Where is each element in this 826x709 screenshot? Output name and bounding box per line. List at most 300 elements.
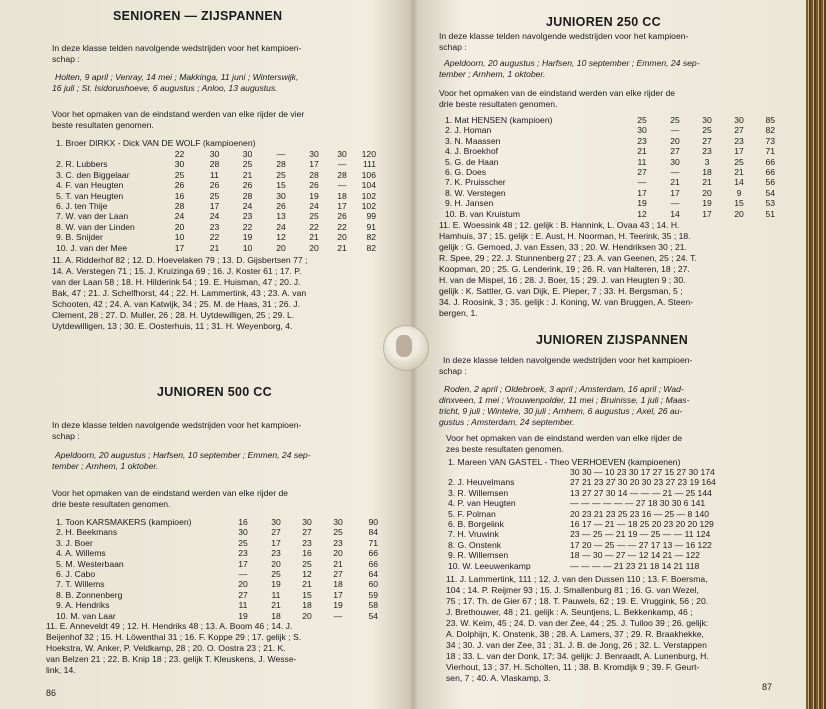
total-cell: 66 — [765, 167, 775, 178]
score-cell: 25 — [302, 558, 312, 569]
rider-name: 6. J. ten Thije — [56, 201, 108, 212]
score-cell: 17 — [702, 208, 712, 219]
score-cell: 24 — [209, 211, 220, 222]
score-cell: — — [670, 167, 680, 178]
score-cell: 16 — [302, 548, 312, 559]
table-row — [445, 136, 775, 146]
rider-name: 1. Toon KARSMAKERS (kampioen) — [56, 517, 192, 527]
remaining-ranks-line: 18 ; 33. L. van der Donk, 17; 34. gelijk: J. Benraadt, A. Lunenburg, H. — [446, 651, 709, 661]
table-row — [448, 561, 780, 571]
rider-name: 2. H. Beekmans — [56, 527, 118, 538]
table-row — [56, 191, 376, 201]
score-cell: 25 — [702, 125, 712, 136]
total-cell: 54 — [368, 610, 378, 621]
note-line: Voor het opmaken van de eindstand werden van elke rijder de vier — [52, 109, 305, 119]
table-row — [56, 180, 376, 190]
section-title-senioren-zijspannen: SENIOREN — ZIJSPANNEN — [113, 9, 283, 23]
score-cell: 20 — [309, 242, 319, 253]
rider-name: 8. W. van der Linden — [56, 221, 135, 232]
score-cell: 20 — [174, 221, 185, 232]
intro-line: schap : — [439, 42, 467, 52]
score-cell: 17 — [209, 201, 220, 212]
score-cell: 17 — [174, 242, 185, 253]
section-title-junioren-zijspannen: JUNIOREN ZIJSPANNEN — [536, 333, 689, 347]
table-row — [56, 232, 376, 242]
table-row — [56, 600, 378, 610]
score-cell: 17 — [309, 159, 319, 170]
rider-name: 8. W. Verstegen — [445, 187, 506, 198]
events-line: Apeldoorn, 20 augustus ; Harfsen, 10 september ; Emmen, 24 sep- — [55, 450, 311, 460]
score-cell: 27 — [333, 569, 343, 580]
remaining-ranks-line: Beijenhof 32 ; 15. H. Löwenthal 31 ; 16. F. Koppe 29 ; 17. gelijk ; S. — [46, 632, 302, 642]
score-cell: 28 — [242, 190, 253, 201]
rider-name: 10. B. van Kruistum — [445, 208, 520, 219]
score-cell: 24 — [276, 221, 286, 232]
score-cell: 17 — [271, 537, 281, 548]
remaining-ranks-line: van Belzen 21 ; 22. B. Knip 18 ; 23. gelijk T. Kleuskens, J. Wesse- — [46, 654, 297, 664]
score-cell: 20 — [276, 242, 286, 253]
score-cell: 27 — [702, 135, 712, 146]
table-row — [445, 167, 775, 177]
total-cell: 90 — [368, 517, 378, 527]
events-line: 16 juli ; St. Isidorushoeve, 6 augustus ; Anloo, 13 augustus. — [52, 83, 278, 93]
rider-name: 9. R. Willemsen — [448, 550, 509, 561]
score-cell: 30 — [734, 115, 744, 125]
remaining-ranks-line: 34 ; 30. J. van der Zee, 31 ; 31. J. B. de Jong, 26 ; 32. L. Verstappen — [446, 640, 707, 650]
score-cell: 16 — [238, 517, 248, 527]
total-cell: 99 — [366, 211, 376, 222]
score-cell: 19 — [333, 600, 343, 611]
rider-name: 7. K. Pruisscher — [445, 177, 506, 188]
score-cell: 26 — [337, 211, 347, 222]
note-line: Voor het opmaken van de eindstand werden van elke rijder de — [439, 88, 676, 98]
rider-name: 6. B. Borgelink — [448, 519, 504, 530]
rider-name: 4. F. van Heugten — [56, 180, 124, 191]
score-cell: 18 — [333, 579, 343, 590]
score-line: 20 23 21 23 25 23 16 — 25 — 8 140 — [570, 508, 710, 519]
score-cell: — — [333, 610, 343, 621]
score-cell: — — [337, 180, 347, 191]
total-cell: 82 — [765, 125, 775, 136]
score-cell: 17 — [734, 146, 744, 157]
score-cell: 11 — [637, 156, 647, 167]
score-cell: 20 — [337, 232, 347, 243]
rider-name: 5. F. Polman — [448, 508, 496, 519]
score-cell: 16 — [174, 190, 185, 201]
score-cell: 23 — [702, 146, 712, 157]
rider-name: 5. M. Westerbaan — [56, 558, 124, 569]
score-cell: 28 — [209, 159, 220, 170]
score-cell: 22 — [209, 232, 220, 243]
score-cell: 26 — [276, 201, 286, 212]
score-cell: 20 — [702, 187, 712, 198]
intro-line: schap : — [52, 431, 80, 441]
score-cell: 20 — [238, 579, 248, 590]
remaining-ranks-line: Bak, 47 ; 21. J. Schelfhorst, 44 ; 22. H. Lammertink, 43 ; 23. A. van — [52, 288, 307, 298]
table-row — [56, 590, 378, 600]
score-cell: 20 — [670, 135, 680, 146]
score-cell: 18 — [271, 610, 281, 621]
remaining-ranks-line: 11. J. Lammertink, 111 ; 12. J. van den Dussen 110 ; 13. F. Boersma, — [446, 574, 708, 584]
score-cell: 20 — [333, 548, 343, 559]
rider-name: 4. A. Willems — [56, 548, 106, 559]
score-cell: 9 — [736, 187, 742, 198]
score-cell: 23 — [238, 548, 248, 559]
score-cell: 20 — [302, 610, 312, 621]
champion-line: 1. Broer DIRKX - Dick VAN DE WOLF (kampioenen) — [56, 138, 256, 148]
note-line: Voor het opmaken van de eindstand werden van elke rijder de — [446, 433, 683, 443]
rider-name: 10. J. van der Mee — [56, 242, 128, 253]
score-cell: 17 — [637, 187, 647, 198]
table-row — [56, 201, 376, 211]
table-row — [56, 159, 376, 169]
remaining-ranks-line: 14. A. Verstegen 71 ; 15. J. Kruizinga 69 ; 16. J. Koster 61 ; 17. P. — [52, 266, 302, 276]
score-cell: 14 — [734, 177, 744, 188]
score-cell: 19 — [309, 190, 319, 201]
table-row — [448, 540, 780, 550]
score-cell: 15 — [734, 198, 744, 209]
score-cell: 17 — [670, 187, 680, 198]
total-cell: 54 — [765, 187, 775, 198]
score-line: 27 21 23 27 30 20 30 23 27 23 19 164 — [570, 477, 716, 488]
rider-name: 5. T. van Heugten — [56, 190, 124, 201]
note-line: Voor het opmaken van de eindstand werden van elke rijder de — [52, 488, 289, 498]
rider-name: 6. J. Cabo — [56, 569, 96, 580]
score-cell: 22 — [309, 221, 319, 232]
rider-name: 4. J. Broekhof — [445, 146, 499, 157]
score-cell: — — [337, 159, 347, 170]
library-stamp-icon — [383, 325, 429, 371]
table-row — [448, 509, 780, 519]
score-cell: 30 — [209, 149, 220, 159]
remaining-ranks-line: H. van de Mispel, 16 ; 28. J. Boer, 15 ; 29. J. van Heugten 9 ; 30. — [439, 275, 686, 285]
junioren250-results-table — [445, 115, 775, 219]
rider-name: 10. M. van Laar — [56, 610, 116, 621]
rider-name: 2. J. Heuvelmans — [448, 477, 515, 488]
remaining-ranks-line: Hoekstra, W. Anker, P. Veldkamp, 28 ; 20. O. Oostra 23 ; 21. K. — [46, 643, 286, 653]
score-cell: 21 — [302, 579, 312, 590]
score-cell: 21 — [271, 600, 281, 611]
score-cell: 25 — [670, 115, 680, 125]
score-cell: 23 — [242, 211, 253, 222]
remaining-ranks-line: J. Brethouwer, 48 ; 21. gelijk : A. Seuntjens, L. Bekkenkamp, 46 ; — [446, 607, 693, 617]
score-cell: 22 — [337, 221, 347, 232]
score-line: 18 — 30 — 27 — 12 14 21 — 122 — [570, 550, 700, 561]
score-cell: 10 — [174, 232, 185, 243]
score-line: 16 17 — 21 — 18 25 20 23 20 20 129 — [570, 519, 714, 530]
score-cell: 27 — [637, 167, 647, 178]
score-cell: 30 — [670, 156, 680, 167]
score-cell: 17 — [238, 558, 248, 569]
total-cell: 53 — [765, 198, 775, 209]
table-row — [445, 177, 775, 187]
events-line: gustus ; Amsterdam, 24 september. — [439, 417, 575, 427]
score-cell: 22 — [242, 221, 253, 232]
rider-name — [448, 467, 570, 477]
intro-line: In deze klasse telden navolgende wedstrijden voor het kampioen- — [443, 355, 693, 365]
score-cell: 27 — [734, 125, 744, 136]
remaining-ranks-line: Vierhout, 13 ; 37. H. Scholten, 11 ; 38. B. Kromdijk 9 ; 39. F. Geurt- — [446, 662, 700, 672]
score-cell: 26 — [309, 180, 319, 191]
table-row — [445, 209, 775, 219]
intro-line: In deze klasse telden navolgende wedstrijden voor het kampioen- — [52, 420, 302, 430]
rider-name: 7. H. Vruwink — [448, 529, 499, 540]
events-line: tember ; Arnhem, 1 oktober. — [439, 69, 546, 79]
score-cell: 12 — [302, 569, 312, 580]
remaining-ranks-line: 11. A. Ridderhof 82 ; 12. D. Hoevelaken 79 ; 13. D. Gijsbertsen 77 ; — [52, 255, 308, 265]
score-cell: 11 — [238, 600, 248, 611]
table-row — [56, 611, 378, 621]
note-line: zes beste resultaten genomen. — [446, 444, 564, 454]
table-row — [56, 527, 378, 537]
total-cell: 66 — [368, 548, 378, 559]
remaining-ranks-line: 11. E. Anneveldt 49 ; 12. H. Hendriks 48 ; 13. A. Boom 46 ; 14. J. — [46, 621, 293, 631]
remaining-ranks-line: van der Laan 58 ; 18. H. Hilderink 54 ; 19. E. Huisman, 47 ; 20. J. — [52, 277, 301, 287]
note-line: drie beste resultaten genomen. — [52, 499, 171, 509]
total-cell: 58 — [368, 600, 378, 611]
total-cell: 60 — [368, 579, 378, 590]
score-cell: 25 — [271, 569, 281, 580]
remaining-ranks-line: sen, 7 ; 40. A. Vlaskamp, 3. — [446, 673, 551, 683]
score-cell: 19 — [702, 198, 712, 209]
score-cell: 28 — [276, 159, 286, 170]
score-cell: 23 — [209, 221, 220, 232]
score-cell: 3 — [704, 156, 710, 167]
score-cell: 25 — [174, 169, 185, 180]
score-cell: 20 — [271, 558, 281, 569]
score-cell: 18 — [302, 600, 312, 611]
score-cell: 30 — [702, 115, 712, 125]
score-cell: 23 — [271, 548, 281, 559]
score-cell: 27 — [302, 527, 312, 538]
remaining-ranks-line: 34. J. Roosink, 3 ; 35. gelijk : J. Koning, W. van Bruggen, A. Steen- — [439, 297, 694, 307]
score-cell: 14 — [670, 208, 680, 219]
score-cell: 28 — [337, 169, 347, 180]
score-cell: 21 — [209, 242, 220, 253]
score-cell: 18 — [702, 167, 712, 178]
rider-name: 9. H. Jansen — [445, 198, 494, 209]
table-row — [448, 550, 780, 560]
score-cell: 30 — [271, 517, 281, 527]
score-cell: 27 — [238, 589, 248, 600]
rider-name: 5. G. de Haan — [445, 156, 499, 167]
total-cell: 56 — [765, 177, 775, 188]
score-cell: 27 — [271, 527, 281, 538]
events-line: dinxveen, 1 mei ; Vrouwenpolder, 11 mei ; Bruinisse, 1 juli ; Maas- — [439, 395, 690, 405]
score-cell: 26 — [209, 180, 220, 191]
rider-name: 4. P. van Heugten — [448, 498, 516, 509]
total-cell: 59 — [368, 589, 378, 600]
total-cell: 66 — [765, 156, 775, 167]
score-cell: 11 — [210, 169, 219, 180]
score-cell: 17 — [333, 589, 343, 600]
section-title-junioren-250: JUNIOREN 250 CC — [546, 15, 661, 29]
rider-name: 2. J. Homan — [445, 125, 492, 136]
section-title-junioren-500: JUNIOREN 500 CC — [157, 385, 272, 399]
total-cell: 102 — [361, 190, 376, 201]
rider-name: 9. B. Snijder — [56, 232, 103, 243]
champion-line: 1. Mareen VAN GASTEL - Theo VERHOEVEN (kampioenen) — [448, 457, 681, 467]
senioren-results-table — [56, 149, 376, 253]
remaining-ranks-line: Hamhuis, 37 ; 15. gelijk : E. Aust, H. Noorman, H. Teerink, 35 ; 18. — [439, 231, 691, 241]
score-cell: — — [670, 198, 680, 209]
score-cell: — — [276, 149, 286, 159]
table-row — [448, 498, 780, 508]
total-cell: 91 — [366, 221, 376, 232]
remaining-ranks-line: A. Dolphijn, K. Onstenk, 38 ; 28. A. Lamers, 37 ; 29. R. Braakhekke, — [446, 629, 704, 639]
score-cell: 15 — [276, 180, 286, 191]
score-line: 30 30 — 10 23 30 17 27 15 27 30 174 — [570, 467, 715, 477]
score-cell: 28 — [309, 169, 319, 180]
score-cell: 30 — [333, 517, 343, 527]
remaining-ranks-line: gelijk : G. Gemoed, J. van Essen, 33 ; 20. W. Hendriksen 30 ; 21. — [439, 242, 687, 252]
rider-name: 6. G. Does — [445, 167, 487, 178]
rider-name: 2. R. Lubbers — [56, 159, 108, 170]
score-cell: 30 — [309, 149, 319, 159]
table-row — [445, 157, 775, 167]
score-cell: 21 — [670, 177, 680, 188]
score-cell: 21 — [309, 232, 319, 243]
events-line: Roden, 2 april ; Oldebroek, 3 april ; Amsterdam, 16 april ; Wad- — [444, 384, 684, 394]
score-cell: 20 — [734, 208, 744, 219]
table-row — [445, 146, 775, 156]
score-cell: 12 — [637, 208, 647, 219]
score-cell: 26 — [242, 180, 253, 191]
rider-name: 3. J. Boer — [56, 537, 93, 548]
total-cell: 84 — [368, 527, 378, 538]
table-row — [56, 559, 378, 569]
score-cell: 18 — [337, 190, 347, 201]
table-row — [448, 488, 780, 498]
score-cell: 21 — [734, 167, 744, 178]
rider-name: 1. Mat HENSEN (kampioen) — [445, 115, 553, 125]
score-cell: 30 — [337, 149, 347, 159]
remaining-ranks-line: R. Spee, 29 ; 22. J. Stunnenberg 27 ; 23. A. van Geenen, 25 ; 24. T. — [439, 253, 697, 263]
score-cell: 21 — [242, 169, 253, 180]
page-edges — [806, 0, 826, 709]
score-cell: 25 — [276, 169, 286, 180]
total-cell: 102 — [361, 201, 376, 212]
events-line: tember ; Arnhem, 1 oktober. — [52, 461, 159, 471]
table-row — [448, 467, 780, 477]
score-cell: 23 — [637, 135, 647, 146]
score-cell: 19 — [238, 610, 248, 621]
intro-line: schap : — [52, 54, 80, 64]
total-cell: 64 — [368, 569, 378, 580]
table-row — [448, 529, 780, 539]
score-cell: 28 — [174, 201, 185, 212]
remaining-ranks-line: 23. W. Keim, 45 ; 24. D. van der Zee, 44 ; 25. J. Tuiloo 39 ; 26. gelijk: — [446, 618, 709, 628]
table-row — [448, 519, 780, 529]
junioren-zijspannen-results-table — [448, 467, 780, 571]
rider-name: 7. T. Willems — [56, 579, 105, 590]
table-row — [56, 538, 378, 548]
events-line: tricht, 9 juli ; Wintelre, 30 juli ; Arnhem, 6 augustus ; Axel, 26 au- — [439, 406, 683, 416]
remaining-ranks-line: 104 ; 14. P. Reijmer 93 ; 15. J. Smallenburg 81 ; 16. G. van Wezel, — [446, 585, 699, 595]
note-line: beste resultaten genomen. — [52, 120, 154, 130]
page-number: 86 — [46, 688, 57, 698]
total-cell: 73 — [765, 135, 775, 146]
rider-name: 10. W. Leeuwenkamp — [448, 560, 531, 571]
score-cell: 30 — [238, 527, 248, 538]
score-cell: 25 — [209, 190, 220, 201]
total-cell: 111 — [362, 159, 376, 170]
remaining-ranks-line: link, 14. — [46, 665, 76, 675]
total-cell: 82 — [366, 242, 376, 253]
score-line: 23 — 25 — 21 19 — 25 — — 11 124 — [570, 529, 711, 540]
remaining-ranks-line: Koopman, 20 ; 25. G. Lenderink, 19 ; 26. R. van Halteren, 18 ; 27. — [439, 264, 690, 274]
intro-line: In deze klasse telden navolgende wedstrijden voor het kampioen- — [439, 31, 689, 41]
table-row — [56, 170, 376, 180]
score-cell: 15 — [302, 589, 312, 600]
remaining-ranks-line: 75 ; 17. Th. de Gier 67 ; 18. T. Pauwels, 62 ; 19. E. Vruggink, 56 ; 20. — [446, 596, 709, 606]
score-cell: 30 — [242, 149, 253, 159]
score-cell: 26 — [174, 180, 185, 191]
total-cell: 104 — [361, 180, 376, 191]
total-cell: 71 — [765, 146, 775, 157]
right-page — [410, 0, 806, 709]
rider-name: 3. C. den Biggelaar — [56, 169, 130, 180]
score-cell: 30 — [637, 125, 647, 136]
score-cell: 22 — [174, 149, 185, 159]
total-cell: 66 — [368, 558, 378, 569]
remaining-ranks-line: Clement, 28 ; 27. D. Muller, 26 ; 28. H. Uytdewilligen, 25 ; 29. L. — [52, 310, 295, 320]
remaining-ranks-line: Schooten, 42 ; 24. A. van Katwijk, 34 ; 25. M. de Haas, 31 ; 26. J. — [52, 299, 300, 309]
score-cell: 25 — [637, 115, 647, 125]
score-cell: 25 — [333, 527, 343, 538]
score-cell: 23 — [302, 537, 312, 548]
table-row — [56, 149, 376, 159]
table-row — [56, 569, 378, 579]
remaining-ranks-line: gelijk : K. Sattler, G. van Dijk, E. Pieper, 7 ; 33. H. Bergsman, 5 ; — [439, 286, 683, 296]
score-line: 13 27 27 30 14 — — — 21 — 25 144 — [570, 487, 712, 498]
rider-name: 8. G. Onstenk — [448, 539, 502, 550]
score-cell: 10 — [242, 242, 253, 253]
rider-name: 7. W. van der Laan — [56, 211, 129, 222]
score-cell: 13 — [276, 211, 286, 222]
score-cell: 25 — [238, 537, 248, 548]
rider-name: 8. B. Zonnenberg — [56, 589, 123, 600]
total-cell: 85 — [765, 115, 775, 125]
note-line: drie beste resultaten genomen. — [439, 99, 558, 109]
score-cell: 21 — [337, 242, 347, 253]
score-line: — — — — — — 27 18 30 30 6 141 — [570, 498, 706, 509]
score-cell: 23 — [333, 537, 343, 548]
score-cell: 21 — [333, 558, 343, 569]
score-cell: 27 — [670, 146, 680, 157]
total-cell: 120 — [361, 149, 376, 159]
rider-name: 9. A. Hendriks — [56, 600, 110, 611]
score-cell: — — [238, 569, 248, 580]
remaining-ranks-line: Uytdewilligen, 13 ; 30. E. Oosterhuis, 11 ; 31. H. Weyenborg, 4. — [52, 321, 293, 331]
score-cell: 19 — [637, 198, 647, 209]
total-cell: 51 — [765, 208, 775, 219]
events-line: Apeldoorn, 20 augustus ; Harfsen, 10 september ; Emmen, 24 sep- — [444, 58, 700, 68]
total-cell: 82 — [366, 232, 376, 243]
score-cell: 19 — [242, 232, 253, 243]
score-cell: 17 — [337, 201, 347, 212]
score-cell: 25 — [309, 211, 319, 222]
score-cell: 21 — [637, 146, 647, 157]
score-cell: 24 — [309, 201, 319, 212]
score-cell: 21 — [702, 177, 712, 188]
table-row — [445, 125, 775, 135]
rider-name: 3. N. Maassen — [445, 135, 501, 146]
intro-line: schap : — [439, 366, 467, 376]
score-line: — — — — 21 23 21 18 14 21 118 — [570, 560, 700, 571]
score-cell: 25 — [242, 159, 253, 170]
score-cell: 30 — [276, 190, 286, 201]
